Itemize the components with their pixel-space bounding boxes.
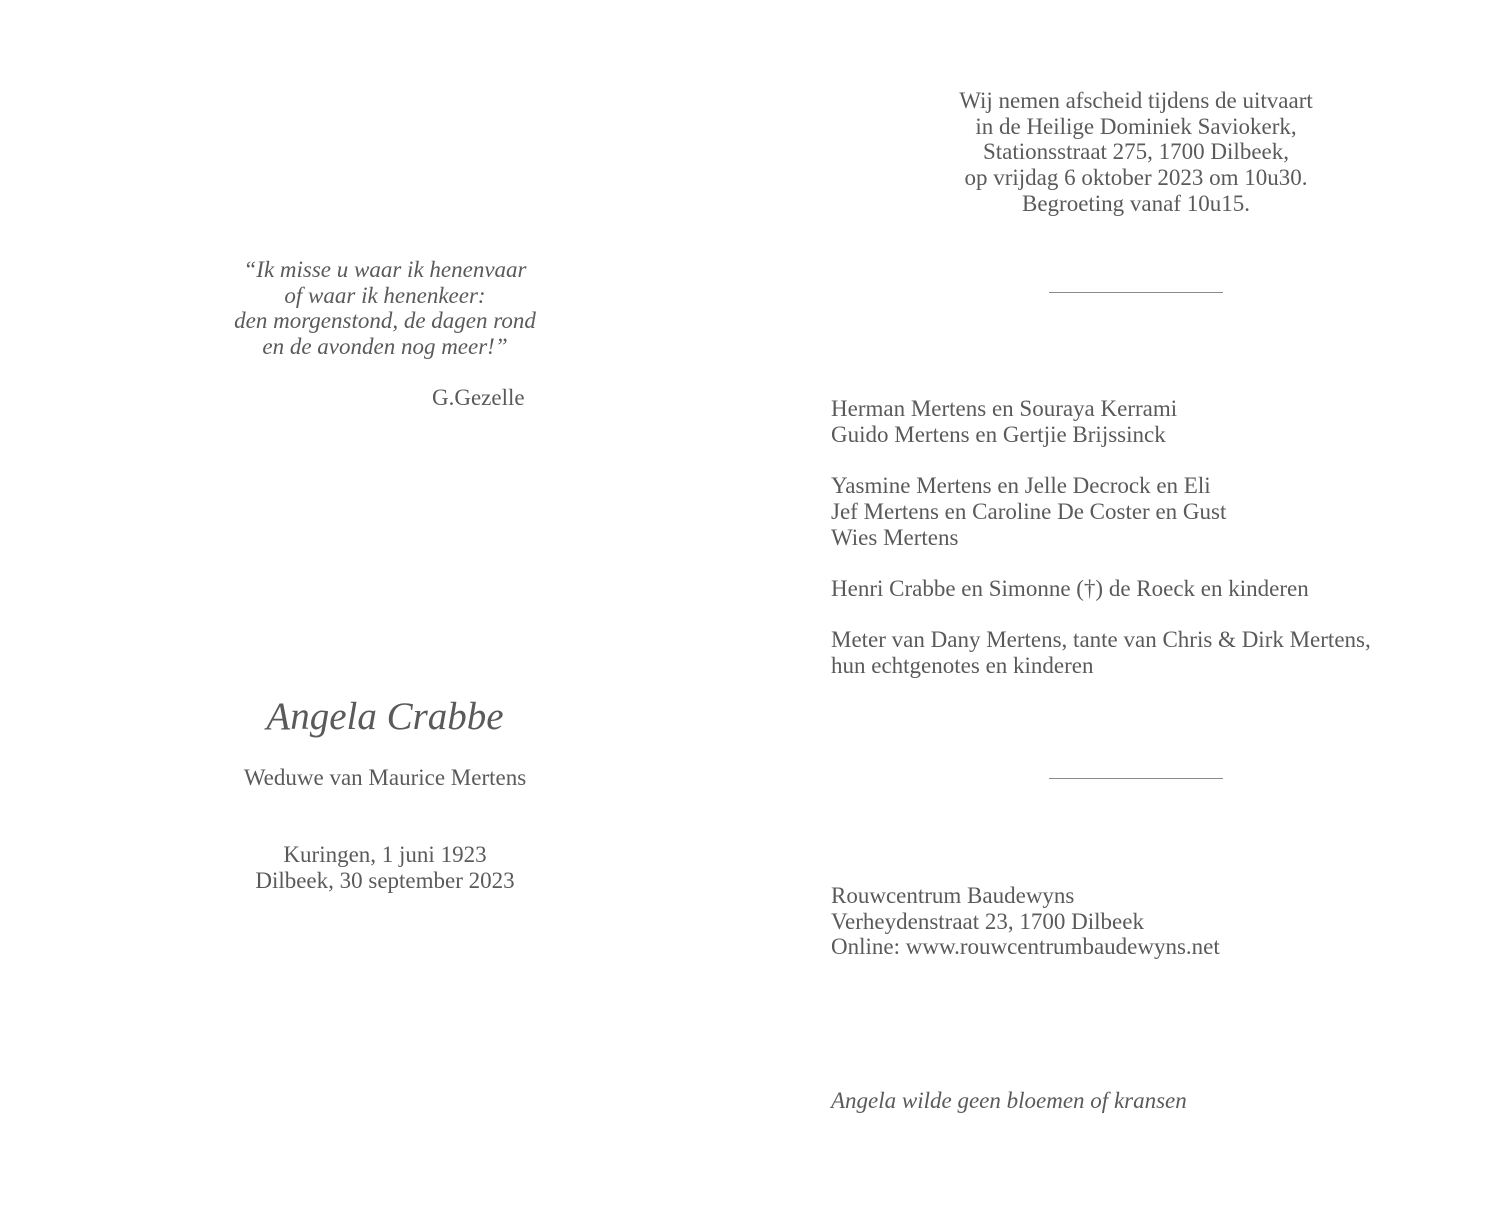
life-dates (185, 842, 585, 893)
deceased-name: Angela Crabbe (266, 695, 504, 738)
funeral-home-website: Online: www.rouwcentrumbaudewyns.net (831, 934, 1220, 960)
family-list (831, 396, 1371, 679)
quote-line: den morgenstond, de dagen rond (234, 308, 536, 334)
family-line: Meter van Dany Mertens, tante van Chris & Dirk Mertens, (831, 627, 1371, 653)
quote (185, 257, 585, 360)
family-line: Wies Mertens (831, 524, 959, 550)
funeral-home-address: Verheydenstraat 23, 1700 Dilbeek (831, 908, 1144, 934)
family-line: hun echtgenotes en kinderen (831, 652, 1094, 678)
divider (1049, 778, 1223, 779)
funeral-home-name: Rouwcentrum Baudewyns (831, 883, 1075, 908)
family-line: Yasmine Mertens en Jelle Decrock en Eli (831, 473, 1211, 499)
funeral-info (886, 88, 1386, 217)
quote-line: en de avonden nog meer!” (262, 334, 508, 360)
family-line: Henri Crabbe en Simonne (†) de Roeck en kinderen (831, 575, 1309, 601)
quote-line: “Ik misse u waar ik henenvaar (243, 257, 527, 282)
funeral-info-line: Stationsstraat 275, 1700 Dilbeek, (983, 139, 1289, 165)
family-line: Jef Mertens en Caroline De Coster en Gust (831, 498, 1227, 524)
funeral-info-line: in de Heilige Dominiek Saviokerk, (975, 113, 1297, 139)
funeral-info-line: Wij nemen afscheid tijdens de uitvaart (959, 88, 1313, 113)
funeral-info-line: Begroeting vanaf 10u15. (1021, 190, 1251, 216)
death-line: Dilbeek, 30 september 2023 (255, 867, 515, 893)
family-line: Herman Mertens en Souraya Kerrami (831, 396, 1178, 421)
family-group (831, 396, 1371, 447)
family-group (831, 576, 1371, 602)
birth-line: Kuringen, 1 juni 1923 (283, 842, 487, 867)
funeral-info-line: op vrijdag 6 oktober 2023 om 10u30. (964, 165, 1308, 191)
funeral-home (831, 883, 1220, 960)
widow-line: Weduwe van Maurice Mertens (243, 765, 527, 790)
family-line: Guido Mertens en Gertjie Brijssinck (831, 421, 1166, 447)
flowers-note: Angela wilde geen bloemen of kransen (831, 1088, 1187, 1113)
divider (1049, 292, 1223, 293)
quote-author: G.Gezelle (432, 385, 525, 410)
quote-line: of waar ik henenkeer: (284, 282, 486, 308)
family-group (831, 473, 1371, 550)
family-group (831, 627, 1371, 678)
